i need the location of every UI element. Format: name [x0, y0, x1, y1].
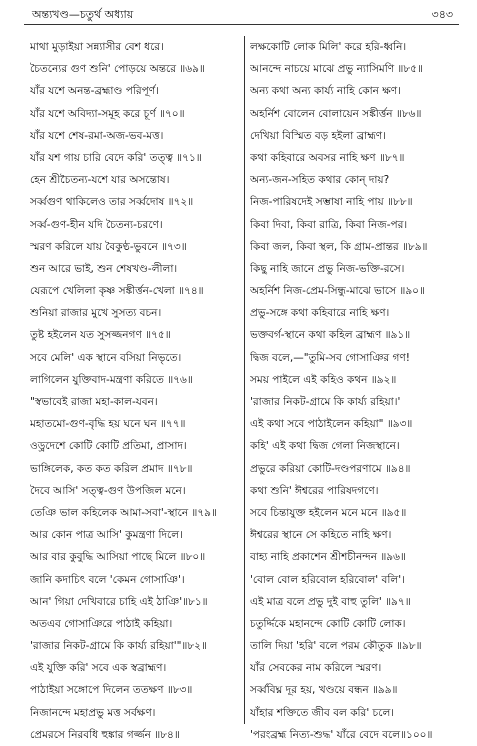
right-column: [250, 36, 465, 746]
verse-line: যাঁর যশে অনন্ত-ব্রহ্মাণ্ড পরিপূর্ণ।: [30, 85, 159, 98]
verse-line: কথা কহিবারে অবসর নাহি ক্ষণ ॥৮৭॥: [250, 151, 405, 164]
chapter-title: অন্ত্যখণ্ড—চতুর্থ অধ্যায়: [32, 8, 134, 21]
verse-line: কিছু নাহি জানে প্রভু নিজ-ভক্তি-রসে।: [250, 262, 405, 275]
verse-line: তালি দিয়া 'হরি' বলে পরম কৌতুক ॥৯৮॥: [250, 640, 422, 653]
verse-line: সময় পাইলে এই কহিও কথন ॥৯২॥: [250, 373, 397, 386]
verse-line: পাঠাইয়া সঙ্গোপে দিলেন ততক্ষণ ॥৮৩॥: [30, 684, 193, 697]
verse-line: প্রভু-সঙ্গে কথা কহিবারে নাহি ক্ষণ।: [250, 307, 390, 320]
verse-line: শুনিয়া রাজার মুখে সুসত্য বচন।: [30, 307, 162, 320]
verse-line: এই কথা সবে পাঠাইলেন কহিয়া" ॥৯৩॥: [250, 418, 413, 431]
verse-line: 'পরংব্রহ্ম নিত্য-শুদ্ধ' যাঁরে বেদে বলে॥১০০॥: [250, 728, 433, 741]
verse-line: "স্বভাবেই রাজা মহা-কাল-যবন।: [30, 396, 158, 408]
verse-line: মহাতমো-গুণ-বৃদ্ধি হয় ঘনে ঘন ॥৭৭॥: [30, 418, 186, 431]
verse-line: কিবা দিবা, কিবা রাত্রি, কিবা নিজ-পর।: [250, 218, 408, 231]
verse-line: আর কোন পাত্র আসি' কুমন্ত্রণা দিলে।: [30, 529, 183, 542]
page-number: ৩৪৩: [431, 8, 453, 21]
verse-line: ঈশ্বরের স্থানে সে কহিতে নাহি ক্ষণ।: [250, 529, 392, 542]
verse-line: 'রাজার নিকট-গ্রামে কি কার্য্য রহিয়া।': [250, 396, 401, 408]
verse-line: আনন্দে নাচয়ে মাঝে প্রভু ন্যাসিমণি ॥৮৫॥: [250, 63, 423, 76]
verse-line: তুষ্ট হইলেন যত সুসজ্জনগণ ॥৭৫॥: [30, 329, 171, 342]
verse-line: সর্ব্ববিঘ্ন দূর হয়, খণ্ডয়ে বন্ধন ॥৯৯॥: [250, 684, 398, 697]
verse-line: ভক্তবর্গ-স্থানে কথা কহিল ব্রাহ্মণ ॥৯১॥: [250, 329, 411, 342]
verse-line: এই মাত্র বলে প্রভু দুই বাহু তুলি' ॥৯৭॥: [250, 595, 411, 608]
verse-line: সবে চিন্তাযুক্ত হইলেন মনে মনে ॥৯৫॥: [250, 506, 407, 519]
verse-line: যাঁহার শক্তিতে জীব বল করি' চলে।: [250, 706, 395, 719]
verse-line: তেঞি ভাল কহিলেক আমা-সবা'-স্থানে ॥৭৯॥: [30, 506, 217, 519]
verse-line: সর্ব্বগুণ থাকিলেও তার সর্ব্বদোষ ॥৭২॥: [30, 196, 194, 209]
verse-line: শুন আরে ভাই, শুন শেষখণ্ড-লীলা।: [30, 262, 178, 275]
verse-line: আর বার কুবুদ্ধি আসিয়া পাছে মিলে ॥৮০॥: [30, 551, 206, 564]
verse-line: যাঁর সেবকের নাম করিলে স্মরণ।: [250, 662, 382, 675]
verse-line: চৈতন্যের গুণ শুনি' পোড়য়ে অন্তরে ॥৬৯॥: [30, 63, 205, 76]
verse-line: অহর্নিশ নিজ-প্রেম-সিন্ধু-মাঝে ভাসে ॥৯০॥: [250, 285, 425, 298]
verse-line: যাঁর যশে শেষ-রমা-অজ-ভব-মত্ত।: [30, 129, 164, 142]
verse-line: দৈবে আসি' সত্ত্ব-গুণ উপজিল মনে।: [30, 484, 186, 497]
verse-line: নিজ-পারিষদেই সম্ভাষা নাহি পায় ॥৮৮॥: [250, 196, 413, 209]
verse-line: লক্ষকোটি লোক মিলি' করে হরি-ধ্বনি।: [250, 41, 407, 53]
verse-line: নিজানন্দে মহাপ্রভু মত্ত সর্বক্ষণ।: [30, 706, 156, 719]
verse-line: সর্ব্ব-গুণ-হীন যদি চৈতন্য-চরণে।: [30, 218, 163, 231]
verse-line: হেন শ্রীচৈতন্য-যশে যার অসন্তোষ।: [30, 174, 170, 187]
verse-line: 'বোল বোল হরিবোল হরিবোল' বলি'।: [250, 573, 405, 586]
verse-line: চতুর্দ্দিকে মহানন্দে কোটি কোটি লোক।: [250, 617, 406, 630]
verse-line: দেখিয়া বিস্মিত বড় হইলা ব্রাহ্মণ।: [250, 129, 386, 142]
page-header: [24, 6, 459, 25]
column-divider: [244, 36, 245, 724]
verse-line: যাঁর যশে অবিদ্যা-সমূহ করে চূর্ণ ॥৭০॥: [30, 107, 185, 120]
verse-line: জানি কদাচিৎ বলে 'কেমন গোসাঞি'।: [30, 573, 185, 586]
verse-line: প্রভুরে করিয়া কোটি-দণ্ডপরণামে ॥৯৪॥: [250, 462, 411, 475]
verse-line: সবে মেলি' এক স্থানে বসিয়া নিভৃতে।: [30, 351, 182, 364]
verse-line: আন' গিয়া দেখিবারে চাহি এই ঠাঞি'॥৮১॥: [30, 595, 208, 608]
verse-line: কহি' এই কথা দ্বিজ গেলা নিজস্থানে।: [250, 440, 400, 453]
verse-line: কথা শুনি' ঈশ্বরের পারিষদগণে।: [250, 484, 379, 497]
verse-line: স্মরণ করিলে যায় বৈকুণ্ঠ-ভুবনে ॥৭৩॥: [30, 240, 187, 253]
verse-line: ভাঙ্গিলেক, কত কত করিল প্রমাদ ॥৭৮॥: [30, 462, 193, 475]
verse-line: কিবা জল, কিবা স্থল, কি গ্রাম-প্রান্তর ॥৮৯॥: [250, 240, 428, 253]
left-column: [30, 36, 242, 746]
verse-line: 'রাজার নিকট-গ্রামে কি কার্য্য রহিয়া'"॥৮২॥: [30, 640, 207, 653]
verse-line: অন্য কথা অন্য কার্য্য নাহি কোন ক্ষণ।: [250, 85, 401, 98]
verse-line: অহর্নিশ বোলেন বোলায়েন সঙ্কীর্ত্তন ॥৮৬॥: [250, 107, 422, 120]
verse-line: বাহ্য নাহি প্রকাশেন শ্রীশচীনন্দন ॥৯৬॥: [250, 551, 406, 564]
verse-line: অন্য-জন-সহিত কথার কোন্ দায়?: [250, 174, 390, 187]
verse-line: ওড়্রদেশে কোটি কোটি প্রতিমা, প্রাসাদ।: [30, 440, 187, 453]
verse-line: মাথা মুড়াইয়া সন্ন্যাসীর বেশ ধরে।: [30, 41, 164, 53]
verse-line: যাঁর যশ গায় চারি বেদে করি' তত্ত্ব ॥৭১॥: [30, 151, 202, 164]
verse-line: এই যুক্তি করি' সবে এক স্বব্রাহ্মণ।: [30, 662, 167, 675]
verse-line: দ্বিজ বলে,—"তুমি-সব গোসাঞির গণ!: [250, 351, 410, 364]
verse-line: প্রেমরসে নিরবধি হুঙ্কার গর্জ্জন ॥৮৪॥: [30, 728, 180, 741]
verse-line: অতএব গোসাঞিরে পাঠাই কহিয়া।: [30, 617, 173, 630]
verse-line: যেরূপে খেলিলা কৃষ্ণ সঙ্কীর্ত্তন-খেলা ॥৭৪॥: [30, 285, 204, 298]
verse-line: লাগিলেন যুক্তিবাদ-মন্ত্রণা করিতে ॥৭৬॥: [30, 373, 193, 386]
